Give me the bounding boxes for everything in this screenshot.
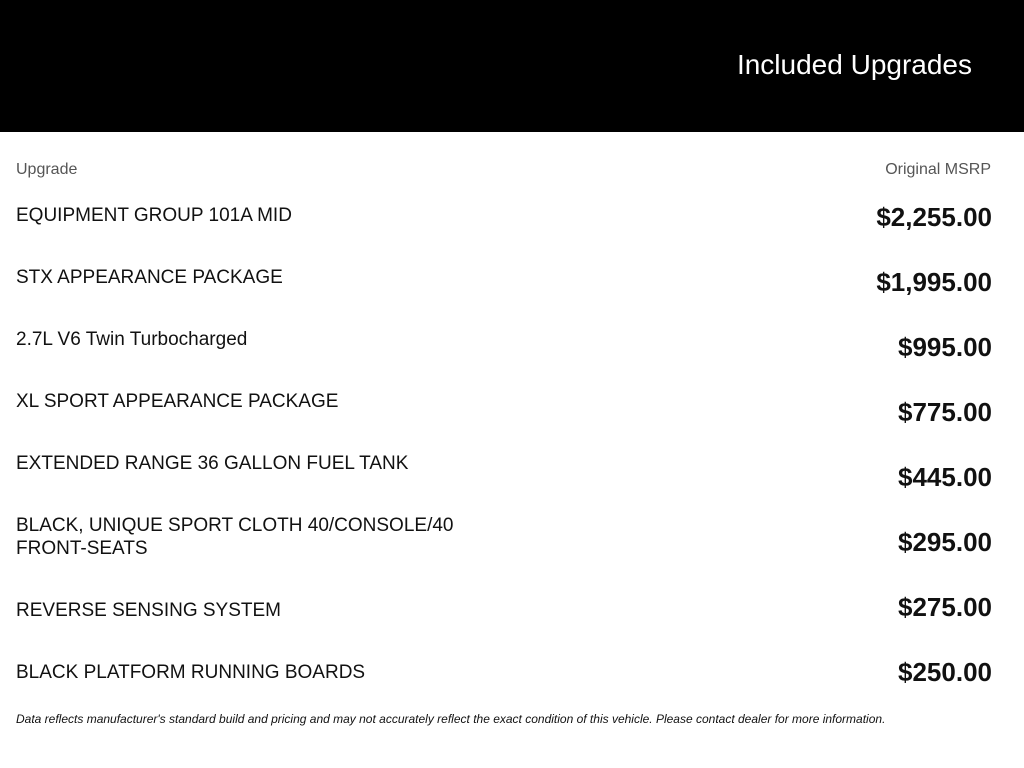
column-header-upgrade: Upgrade <box>16 161 78 178</box>
disclaimer-text: Data reflects manufacturer's standard build and pricing and may not accurately reflect the exact condition of this vehicle. Please contact dealer for more information. <box>16 712 886 726</box>
page-header <box>0 0 1024 132</box>
upgrade-price: $250.00 <box>898 657 992 687</box>
upgrade-price: $1,995.00 <box>876 267 992 297</box>
upgrade-price: $275.00 <box>898 592 992 622</box>
upgrade-price: $295.00 <box>898 527 992 557</box>
upgrade-name: XL SPORT APPEARANCE PACKAGE <box>16 391 339 412</box>
upgrade-name: BLACK PLATFORM RUNNING BOARDS <box>16 662 366 683</box>
upgrade-price: $2,255.00 <box>876 202 992 232</box>
upgrade-name: EXTENDED RANGE 36 GALLON FUEL TANK <box>16 453 409 474</box>
upgrade-name: 2.7L V6 Twin Turbocharged <box>16 329 248 350</box>
upgrade-name: REVERSE SENSING SYSTEM <box>16 600 282 621</box>
upgrade-price: $995.00 <box>898 332 992 362</box>
upgrade-price: $775.00 <box>898 397 992 427</box>
upgrade-name: EQUIPMENT GROUP 101A MID <box>16 205 292 226</box>
column-header-msrp: Original MSRP <box>885 161 991 178</box>
upgrade-name: STX APPEARANCE PACKAGE <box>16 267 283 288</box>
page-title: Included Upgrades <box>736 49 972 80</box>
upgrade-name: BLACK, UNIQUE SPORT CLOTH 40/CONSOLE/40 FRONT-SEATS <box>16 515 454 559</box>
upgrade-price: $445.00 <box>898 462 992 492</box>
